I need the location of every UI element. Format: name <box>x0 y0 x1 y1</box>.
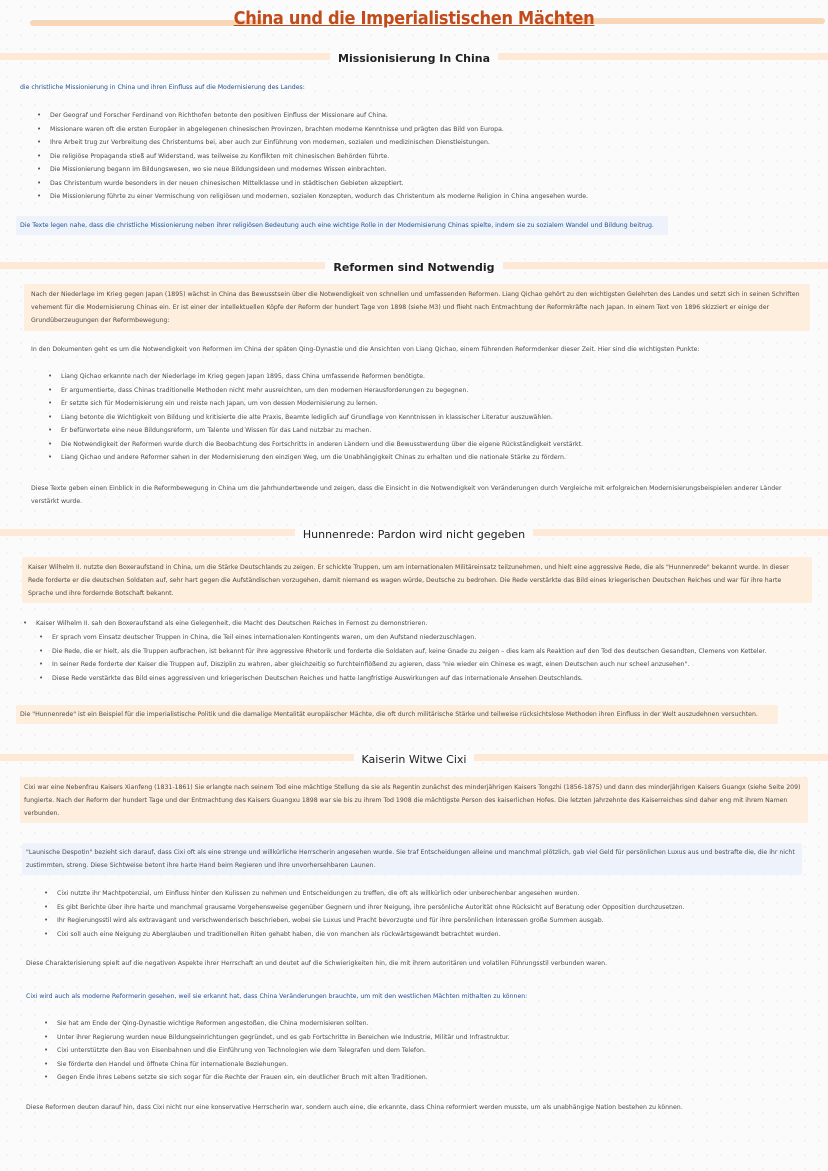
hunnen-context: Kaiser Wilhelm II. nutzte den Boxeraufstand in China, um die Stärke Deutschlands zu zeigen. Er schickte Truppen, um am internationalen Militäreinsatz teilzunehmen, und hielt eine aggressive Rede, die als "Hunnenrede" bekannt wurde. In dieser Rede forderte er die deutschen Soldaten auf, sehr hart gegen die Aufständischen vorzugehen, damit niemand es wagen würde, Deutsche zu bedrohen. Die Rede verstärkte das Bild eines kriegerischen Deutschen Reiches und war für ihre harte Sprache und ihre fordernde Botschaft bekannt. <box>28 564 789 597</box>
list-item: • In seiner Rede forderte der Kaiser die Truppen auf, Disziplin zu wahren, aber gleichzeitig so furchteinflößend zu agieren, dass "nie wieder ein Chinese es wagt, einen Deutschen auch nur scheel anzusehen". <box>52 658 766 672</box>
list-item: • Er setzte sich für Modernisierung ein und reiste nach Japan, um von dessen Modernisierung zu lernen. <box>61 397 583 411</box>
hunnen-conclusion: Die "Hunnenrede" ist ein Beispiel für die imperialistische Politik und die damalige Mentalität europäischer Mächte, die oft durch militärische Stärke und teilweise rücksichtslose Methoden ihren Einfluss in der Welt auszudehnen versuchten. <box>20 711 758 718</box>
cixi-list-reformen <box>57 1017 510 1085</box>
list-item: • Cixi unterstützte den Bau von Eisenbahnen und die Einführung von Technologien wie dem Telegrafen und dem Telefon. <box>57 1044 510 1058</box>
cixi-despot: "Launische Despotin" bezieht sich darauf, dass Cixi oft als eine strenge und willkürliche Herrscherin angesehen wurde. Sie traf Entscheidungen alleine und manchmal plötzlich, gab viel Geld für persönlichen Luxus aus und bestrafte die, die ihr nicht zustimmten, streng. Diese Sichtweise betont ihre harte Hand beim Regieren und ihre unvorhersehbaren Launen. <box>26 849 795 869</box>
list-item: • Es gibt Berichte über ihre harte und manchmal grausame Vorgehensweise gegenüber Gegnern und ihrer Neigung, ihre persönliche Autorität ohne Rücksicht auf Beratung oder Opposition durchzusetzen. <box>57 901 685 915</box>
title-row <box>0 8 828 34</box>
list-item: • Ihre Arbeit trug zur Verbreitung des Christentums bei, aber auch zur Einführung von modernen, sozialen und medizinischen Dienstleistungen. <box>50 136 588 150</box>
cixi-context: Cixi war eine Nebenfrau Kaisers Xianfeng (1831-1861) Sie erlangte nach seinem Tod eine mächtige Stellung da sie als Regentin zunächst des minderjährigen Kaisers Tongzhi (1856-1875) und dann des minderjährigen Kaisers Guangx (siehe Seite 209) fungierte. Nach der Reform der hundert Tage und der Entmachtung des Kaisers Guangxu 1898 war sie bis zu ihrem Tod 1908 die mächtigste Person des kaiserlichen Hofes. Die letzten Jahrzehnte des Kaiserreiches sind daher eng mit ihrem Namen verbunden. <box>24 784 801 817</box>
list-item: • Die Missionierung führte zu einer Vermischung von religiösen und modernen, sozialen Konzepten, wodurch das Christentum als moderne Religion in China angesehen wurde. <box>50 190 588 204</box>
list-item: • Diese Rede verstärkte das Bild eines aggressiven und kriegerischen Deutschen Reiches und hatte langfristige Auswirkungen auf das internationale Ansehen Deutschlands. <box>52 672 766 686</box>
mission-conclusion: Die Texte legen nahe, dass die christliche Missionierung neben ihrer religiösen Bedeutung auch eine wichtige Rolle in der Modernisierung Chinas spielte, indem sie zu sozialem Wandel und Bildung beitrug. <box>20 222 654 229</box>
reformen-conclusion: Diese Texte geben einen Einblick in die Reformbewegung in China um die Jahrhundertwende und zeigen, dass die Einsicht in die Notwendigkeit von Veränderungen durch Vergleiche mit erfolgreichen Modernisierungsbeispielen anderer Länder verstärkt wurde. <box>31 485 782 505</box>
list-item: • Er argumentierte, dass Chinas traditionelle Methoden nicht mehr ausreichten, um den modernen Herausforderungen zu begegnen. <box>61 384 583 398</box>
reformen-context: Nach der Niederlage im Krieg gegen Japan (1895) wächst in China das Bewusstsein über die Notwendigkeit von schnellen und umfassenden Reformen. Liang Qichao gehört zu den wichtigsten Gelehrten des Landes und setzt sich in seinen Schriften vehement für die Modernisierung Chinas ein. Er ist einer der intellektuellen Köpfe der Reform der hundert Tage von 1898 (siehe M3) und flieht nach Entmachtung der Reformkräfte nach Japan. In einem Text von 1896 skizziert er einige der Grundüberzeugungen der Reformbewegung: <box>31 291 800 324</box>
list-item: • Liang Qichao erkannte nach der Niederlage im Krieg gegen Japan 1895, dass China umfassende Reformen benötigte. <box>61 370 583 384</box>
section-heading-cixi: Kaiserin Witwe Cixi <box>0 748 828 766</box>
list-item: • Cixi nutzte ihr Machtpotenzial, um Einfluss hinter den Kulissen zu nehmen und Entscheidungen zu treffen, die oft als willkürlich oder unberechenbar angesehen wurden. <box>57 887 685 901</box>
list-item: • Ihr Regierungsstil wird als extravagant und verschwenderisch beschrieben, wobei sie Luxus und Pracht bevorzugte und für ihre persönlichen Interessen große Summen ausgab. <box>57 914 685 928</box>
list-item: • Liang betonte die Wichtigkeit von Bildung und kritisierte die alte Praxis, Beamte lediglich auf Grundlage von Kenntnissen in klassischer Literatur auszuwählen. <box>61 411 583 425</box>
mission-intro: die christliche Missionierung in China und ihren Einfluss auf die Modernisierung des Landes: <box>20 84 305 91</box>
mission-list <box>50 109 588 204</box>
cixi-charakterisierung: Diese Charakterisierung spielt auf die negativen Aspekte ihrer Herrschaft an und deutet auf die Schwierigkeiten hin, die mit ihrem autoritären und volatilen Führungsstil verbunden waren. <box>26 960 608 967</box>
list-item: • Sie förderte den Handel und öffnete China für internationale Beziehungen. <box>57 1058 510 1072</box>
list-item: • Das Christentum wurde besonders in der neuen chinesischen Mittelklasse und in städtischen Gebieten akzeptiert. <box>50 177 588 191</box>
list-item: • Liang Qichao und andere Reformer sahen in der Modernisierung den einzigen Weg, um die Unabhängigkeit Chinas zu erhalten und die nationale Stärke zu fördern. <box>61 451 583 465</box>
cixi-list-despot <box>57 887 685 941</box>
list-item: • Sie hat am Ende der Qing-Dynastie wichtige Reformen angestoßen, die China modernisieren sollten. <box>57 1017 510 1031</box>
page-title: China und die Imperialistischen Mächten <box>233 8 595 29</box>
list-item: • Er befürwortete eine neue Bildungsreform, um Talente und Wissen für das Land nutzbar zu machen. <box>61 424 583 438</box>
reformen-intro: In den Dokumenten geht es um die Notwendigkeit von Reformen im China der späten Qing-Dynastie und die Ansichten von Liang Qichao, einem führenden Reformdenker dieser Zeit. Hier sind die wichtigsten Punkte: <box>31 346 700 353</box>
reformen-list <box>61 370 583 465</box>
list-item: • Gegen Ende ihres Lebens setzte sie sich sogar für die Rechte der Frauen ein, ein deutlicher Bruch mit alten Traditionen. <box>57 1071 510 1085</box>
list-item: • Er sprach vom Einsatz deutscher Truppen in China, die Teil eines internationalen Kontingents waren, um den Aufstand niederzuschlagen. <box>52 631 766 645</box>
list-item: • Der Geograf und Forscher Ferdinand von Richthofen betonte den positiven Einfluss der Missionare auf China. <box>50 109 588 123</box>
cixi-fazit: Diese Reformen deuten darauf hin, dass Cixi nicht nur eine konservative Herrscherin war, sondern auch eine, die erkannte, dass China reformiert werden musste, um als unabhängige Nation bestehen zu können. <box>26 1104 683 1111</box>
list-item: • Cixi soll auch eine Neigung zu Aberglauben und traditionellen Riten gehabt haben, die von manchen als rückwärtsgewandt betrachtet wurden. <box>57 928 685 942</box>
list-item: • Die Missionierung begann im Bildungswesen, wo sie neue Bildungsideen und modernes Wissen einbrachten. <box>50 163 588 177</box>
list-item: • Die religiöse Propaganda stieß auf Widerstand, was teilweise zu Konflikten mit chinesischen Behörden führte. <box>50 150 588 164</box>
list-item: • Unter ihrer Regierung wurden neue Bildungseinrichtungen gegründet, und es gab Fortschritte in Bereichen wie Industrie, Militär und Infrastruktur. <box>57 1031 510 1045</box>
section-heading-mission: Missionisierung In China <box>0 47 828 65</box>
hunnen-list <box>36 617 427 631</box>
section-heading-reformen: Reformen sind Notwendig <box>0 256 828 274</box>
list-item: • Die Rede, die er hielt, als die Truppen aufbrachen, ist bekannt für ihre aggressive Rhetorik und forderte die Soldaten auf, keine Gnade zu zeigen – dies kam als Reaktion auf den Tod des deutschen Gesandten, Clemens von Ketteler. <box>52 645 766 659</box>
list-item: • Die Notwendigkeit der Reformen wurde durch die Beobachtung des Fortschritts in anderen Ländern und die Bewusstwerdung über die eigene Rückständigkeit verstärkt. <box>61 438 583 452</box>
cixi-reformerin-intro: Cixi wird auch als moderne Reformerin gesehen, weil sie erkannt hat, dass China Veränderungen brauchte, um mit den westlichen Mächten mithalten zu können: <box>26 993 528 1000</box>
list-item: • Missionare waren oft die ersten Europäer in abgelegenen chinesischen Provinzen, brachten moderne Kenntnisse und prägten das Bild von Europa. <box>50 123 588 137</box>
section-heading-hunnenrede: Hunnenrede: Pardon wird nicht gegeben <box>0 523 828 541</box>
list-item: • Kaiser Wilhelm II. sah den Boxeraufstand als eine Gelegenheit, die Macht des Deutschen Reiches in Fernost zu demonstrieren. <box>36 617 427 631</box>
hunnen-sublist <box>52 631 766 685</box>
